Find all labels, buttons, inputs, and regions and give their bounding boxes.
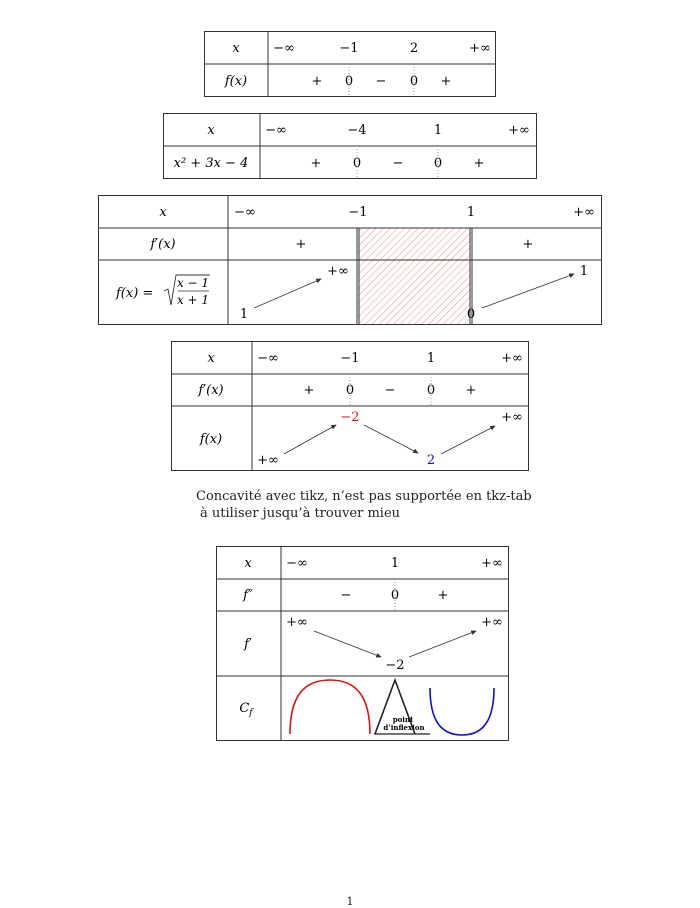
t5-arrow-up	[409, 631, 476, 657]
sign-table-1-grid	[204, 31, 496, 98]
t4-v1: +∞	[257, 453, 279, 468]
t3-sqrt-num: x − 1	[176, 276, 210, 290]
t5-x-label: x	[244, 556, 252, 571]
concave-curve	[290, 680, 370, 734]
forbidden-zone	[358, 228, 471, 325]
t4-v4: +∞	[501, 410, 523, 425]
page-number: 1	[346, 895, 354, 908]
sign-table-2-grid	[163, 113, 537, 180]
t3-f-label: f(x) =	[116, 286, 154, 301]
t1-x0: −∞	[273, 41, 295, 56]
t2-sign1: 0	[352, 156, 362, 171]
t2-poly-label: x² + 3x − 4	[173, 156, 249, 171]
variation-table-4	[171, 341, 529, 472]
t3-x3: +∞	[573, 205, 595, 220]
inflexion-label-1: point	[392, 715, 414, 724]
t1-sign4: +	[440, 74, 452, 89]
t3-x2: 1	[466, 205, 476, 220]
variation-table-3	[98, 195, 602, 326]
t5-sign0: −	[340, 588, 352, 603]
t5-x1: 1	[390, 556, 400, 571]
variation-table-3-grid	[98, 195, 602, 326]
t3-v-end: 1	[579, 264, 589, 279]
t5-fprime-label: f′	[244, 637, 252, 652]
t3-v-start: 1	[239, 307, 249, 322]
t1-sign0: +	[311, 74, 323, 89]
t4-sign1: 0	[345, 383, 355, 398]
variation-table-4-grid	[171, 341, 529, 472]
t2-sign4: +	[473, 156, 485, 171]
t3-x0: −∞	[234, 205, 256, 220]
t4-sign4: +	[465, 383, 477, 398]
t5-sign2: +	[437, 588, 449, 603]
t1-x2: 2	[409, 41, 419, 56]
t5-cf-label	[239, 701, 254, 718]
t4-f-label: f(x)	[199, 432, 223, 447]
t4-arrow-up-1	[284, 425, 336, 454]
t4-arrow-down	[364, 425, 418, 453]
t5-cf-sub: f	[249, 708, 253, 718]
t5-v2: −2	[385, 658, 405, 673]
t4-sign2: −	[384, 383, 396, 398]
t5-cf-main: C	[239, 701, 250, 716]
t5-v3: +∞	[481, 615, 503, 630]
t3-sqrt-den: x + 1	[176, 293, 210, 307]
concavity-note	[196, 488, 536, 522]
t4-x3: +∞	[501, 351, 523, 366]
note-line-2: à utiliser jusqu’à trouver mieu	[200, 506, 401, 521]
t4-x1: −1	[340, 351, 360, 366]
t5-x2: +∞	[481, 556, 503, 571]
t4-v2-max: −2	[340, 410, 360, 425]
t2-sign2: −	[392, 156, 404, 171]
t1-sign3: 0	[409, 74, 419, 89]
concavity-table-5	[216, 546, 509, 742]
t2-x3: +∞	[508, 123, 530, 138]
concavity-table-5-grid	[216, 546, 509, 742]
t5-fsecond-label: f″	[243, 588, 253, 603]
t4-v3-min: 2	[426, 453, 436, 468]
t4-sign3: 0	[426, 383, 436, 398]
t3-sign1: +	[522, 237, 534, 252]
t2-x0: −∞	[265, 123, 287, 138]
t3-fprime-label: f′(x)	[150, 237, 176, 252]
t1-x3: +∞	[469, 41, 491, 56]
t4-x-label: x	[207, 351, 215, 366]
t1-sign2: −	[375, 74, 387, 89]
t2-sign0: +	[310, 156, 322, 171]
t3-x-label: x	[159, 205, 167, 220]
t2-x1: −4	[347, 123, 367, 138]
t5-x0: −∞	[286, 556, 308, 571]
t4-arrow-up-2	[441, 426, 495, 454]
t5-arrow-down	[314, 631, 381, 657]
t1-x1: −1	[339, 41, 359, 56]
t3-arrow-up-1	[254, 279, 321, 308]
t5-v1: +∞	[286, 615, 308, 630]
inflexion-label-2: d’inflexion	[383, 723, 425, 732]
t5-sign1: 0	[390, 588, 400, 603]
t1-fx-label: f(x)	[224, 74, 248, 89]
t4-fprime-label: f′(x)	[198, 383, 224, 398]
t4-x2: 1	[426, 351, 436, 366]
convex-curve	[430, 688, 494, 735]
t4-sign0: +	[303, 383, 315, 398]
sign-table-1	[204, 31, 496, 98]
t3-v-endleft: +∞	[327, 264, 349, 279]
t2-sign3: 0	[433, 156, 443, 171]
t1-sign1: 0	[344, 74, 354, 89]
t3-arrow-up-2	[482, 274, 574, 308]
t3-sign0: +	[295, 237, 307, 252]
t2-x2: 1	[433, 123, 443, 138]
t3-x1: −1	[348, 205, 368, 220]
note-line-1: Concavité avec tikz, n’est pas supportée en tkz-tab	[196, 489, 532, 504]
t2-x-label: x	[207, 123, 215, 138]
t3-v-startright: 0	[466, 307, 476, 322]
t1-x-label: x	[232, 41, 240, 56]
t4-x0: −∞	[257, 351, 279, 366]
sign-table-2	[163, 113, 537, 180]
